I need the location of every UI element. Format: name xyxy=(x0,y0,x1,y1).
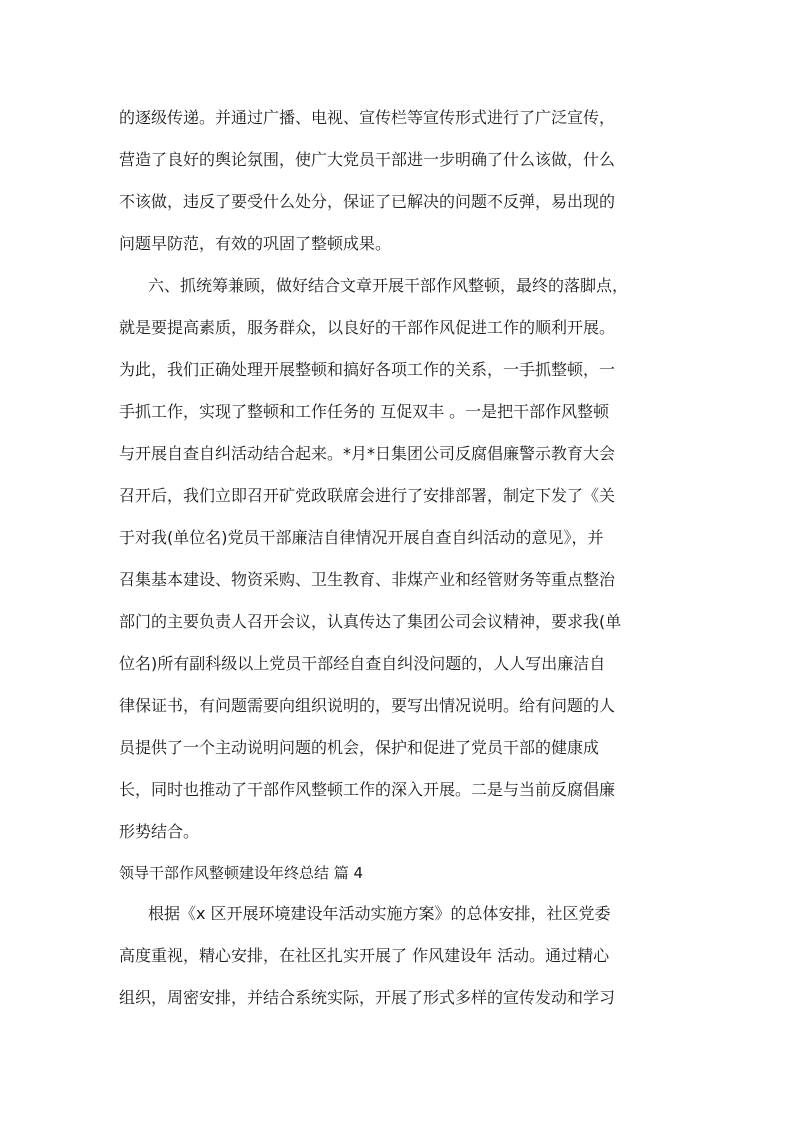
paragraph-line: 手抓工作，实现了整顿和工作任务的 互促双丰 。一是把干部作风整顿 xyxy=(119,402,610,421)
paragraph-line: 形势结合。 xyxy=(119,822,200,841)
paragraph-line: 与开展自查自纠活动结合起来。*月*日集团公司反腐倡廉警示教育大会 xyxy=(119,444,616,463)
paragraph-line: 根据《x 区开展环境建设年活动实施方案》的总体安排，社区党委 xyxy=(148,904,611,923)
paragraph-line: 位名)所有副科级以上党员干部经自查自纠没问题的，人人写出廉洁自 xyxy=(119,654,606,673)
paragraph-line: 问题早防范，有效的巩固了整顿成果。 xyxy=(119,234,392,253)
paragraph-line: 部门的主要负责人召开会议，认真传达了集团公司会议精神，要求我(单 xyxy=(119,612,622,631)
paragraph-line: 为此，我们正确处理开展整顿和搞好各项工作的关系，一手抓整顿，一 xyxy=(119,360,616,379)
paragraph-line: 六、抓统筹兼顾，做好结合文章开展干部作风整顿，最终的落脚点， xyxy=(148,276,629,295)
paragraph-line: 的逐级传递。并通过广播、电视、宣传栏等宣传形式进行了广泛宣传， xyxy=(119,108,616,127)
paragraph-line: 召开后，我们立即召开矿党政联席会进行了安排部署，制定下发了《关 xyxy=(119,486,616,505)
section-heading: 领导干部作风整顿建设年终总结 篇 4 xyxy=(119,864,364,882)
paragraph-line: 于对我(单位名)党员干部廉洁自律情况开展自查自纠活动的意见》，并 xyxy=(119,528,604,547)
paragraph-line: 召集基本建设、物资采购、卫生教育、非煤产业和经管财务等重点整治 xyxy=(119,570,616,589)
paragraph-line: 高度重视，精心安排，在社区扎实开展了 作风建设年 活动。通过精心 xyxy=(119,946,610,965)
paragraph-line: 不该做，违反了要受什么处分，保证了已解决的问题不反弹，易出现的 xyxy=(119,192,616,211)
paragraph-line: 员提供了一个主动说明问题的机会，保护和促进了党员干部的健康成 xyxy=(119,738,600,757)
paragraph-line: 律保证书，有问题需要向组织说明的，要写出情况说明。给有问题的人 xyxy=(119,696,616,715)
paragraph-line: 就是要提高素质，服务群众，以良好的干部作风促进工作的顺利开展。 xyxy=(119,318,616,337)
paragraph-line: 组织，周密安排，并结合系统实际，开展了形式多样的宣传发动和学习 xyxy=(119,988,616,1007)
paragraph-line: 营造了良好的舆论氛围，使广大党员干部进一步明确了什么该做，什么 xyxy=(119,150,616,169)
paragraph-line: 长，同时也推动了干部作风整顿工作的深入开展。二是与当前反腐倡廉 xyxy=(119,780,616,799)
